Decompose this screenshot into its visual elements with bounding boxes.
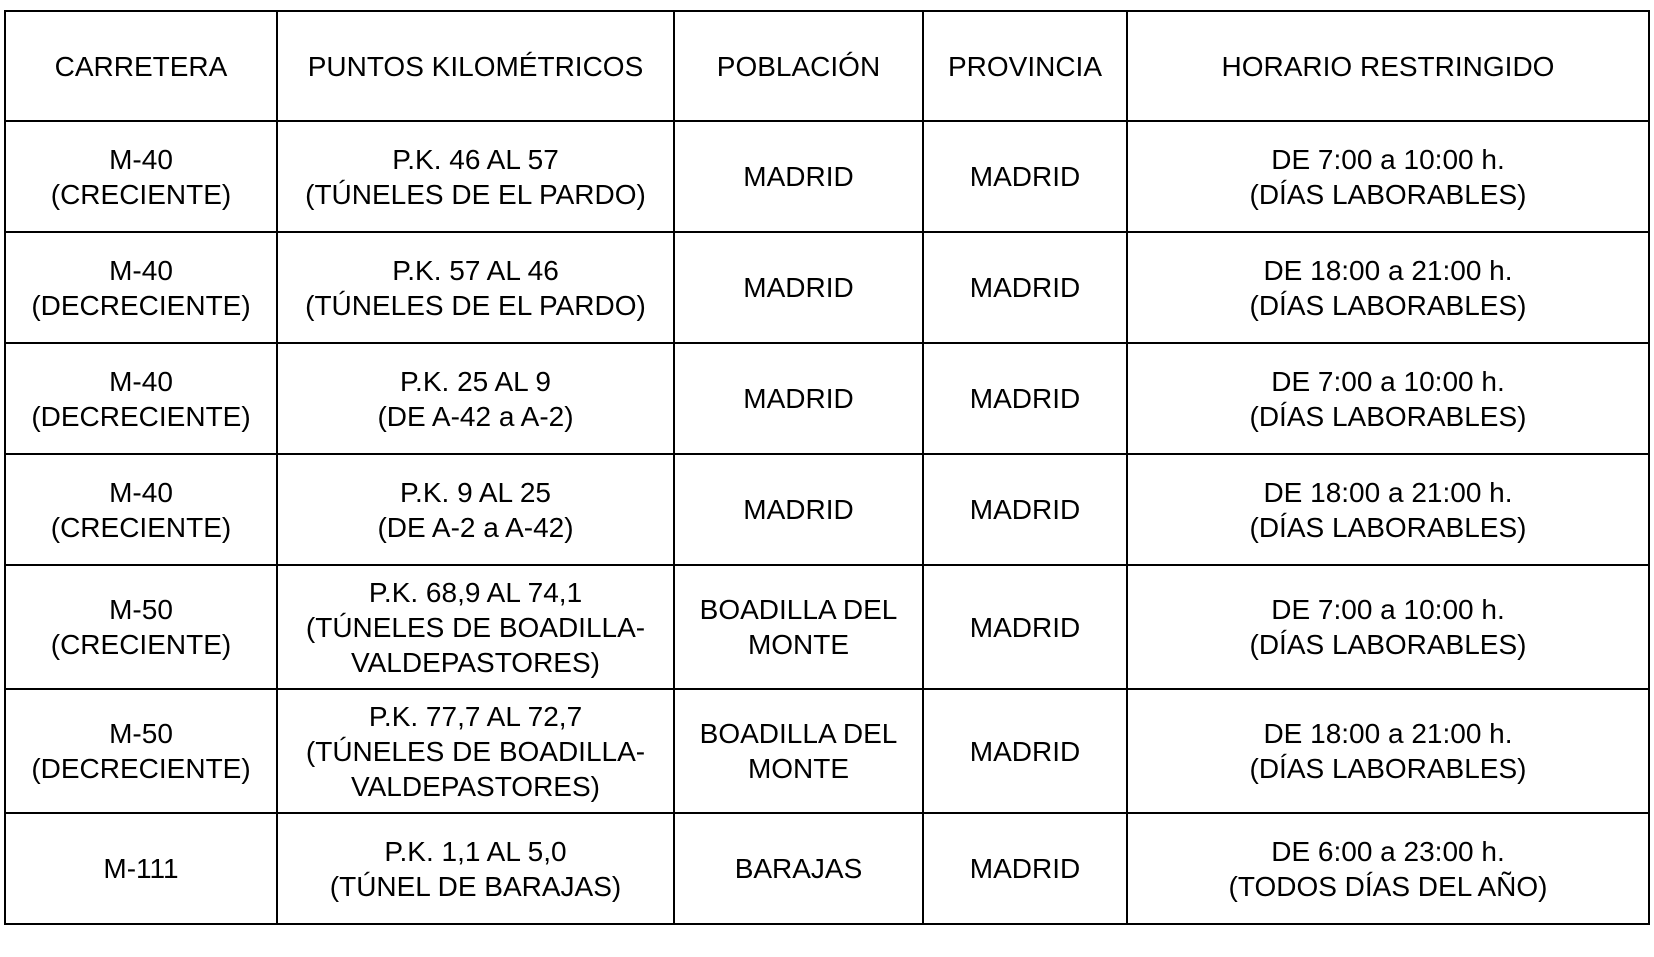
header-carretera: CARRETERA (5, 11, 277, 121)
schedule-hours: DE 18:00 a 21:00 h. (1263, 718, 1513, 749)
schedule-hours: DE 18:00 a 21:00 h. (1263, 254, 1513, 286)
cell-provincia: MADRID (923, 689, 1127, 813)
cell-carretera (5, 454, 277, 565)
cell-horario (1127, 565, 1649, 689)
schedule-days: (TODOS DÍAS DEL AÑO) (1228, 870, 1548, 902)
schedule-hours: DE 6:00 a 23:00 h. (1271, 835, 1505, 867)
cell-provincia: MADRID (923, 121, 1127, 232)
km-range: P.K. 57 AL 46 (392, 254, 559, 286)
cell-horario (1127, 121, 1649, 232)
road-direction: (CRECIENTE) (50, 511, 232, 543)
table-row (5, 813, 1649, 924)
table-row (5, 565, 1649, 689)
road-direction: (DECRECIENTE) (31, 289, 251, 321)
town-name: MADRID (743, 494, 854, 525)
cell-poblacion (674, 689, 923, 813)
town-name: BOADILLA DEL (699, 594, 898, 625)
cell-carretera (5, 343, 277, 454)
schedule-days: (DÍAS LABORABLES) (1249, 753, 1527, 784)
km-description: (TÚNELES DE BOADILLA- (305, 735, 646, 767)
cell-puntos (277, 232, 674, 343)
road-name: M-40 (109, 254, 173, 286)
cell-poblacion (674, 232, 923, 343)
town-name: BOADILLA DEL (699, 718, 898, 749)
road-name: M-40 (109, 143, 173, 175)
cell-carretera (5, 121, 277, 232)
cell-poblacion (674, 813, 923, 924)
header-provincia: PROVINCIA (923, 11, 1127, 121)
table-header-row (5, 11, 1649, 121)
cell-provincia: MADRID (923, 454, 1127, 565)
cell-provincia: MADRID (923, 813, 1127, 924)
km-description-cont: VALDEPASTORES) (351, 646, 600, 678)
header-poblacion: POBLACIÓN (674, 11, 923, 121)
km-range: P.K. 9 AL 25 (399, 476, 552, 508)
restricted-schedule-table (4, 10, 1650, 925)
cell-carretera (5, 232, 277, 343)
cell-poblacion (674, 343, 923, 454)
cell-horario (1127, 813, 1649, 924)
town-name: BARAJAS (734, 853, 863, 884)
schedule-hours: DE 7:00 a 10:00 h. (1271, 594, 1505, 625)
cell-carretera (5, 813, 277, 924)
cell-puntos (277, 121, 674, 232)
table-row (5, 232, 1649, 343)
table-row (5, 343, 1649, 454)
header-horario-restringido: HORARIO RESTRINGIDO (1127, 11, 1649, 121)
road-direction: (DECRECIENTE) (31, 753, 251, 784)
town-name: MADRID (743, 161, 854, 192)
cell-horario (1127, 343, 1649, 454)
km-description: (TÚNELES DE EL PARDO) (305, 178, 646, 210)
road-name: M-40 (109, 365, 173, 397)
km-range: P.K. 1,1 AL 5,0 (384, 835, 567, 867)
restricted-schedule-table-container (4, 10, 1648, 925)
town-name-cont: MONTE (747, 753, 850, 784)
km-description: (TÚNELES DE BOADILLA- (305, 611, 646, 643)
cell-horario (1127, 689, 1649, 813)
cell-puntos (277, 454, 674, 565)
road-direction: (CRECIENTE) (50, 178, 232, 210)
road-name: M-111 (103, 853, 179, 884)
schedule-hours: DE 18:00 a 21:00 h. (1263, 476, 1513, 508)
cell-poblacion (674, 121, 923, 232)
schedule-days: (DÍAS LABORABLES) (1249, 629, 1527, 660)
road-name: M-50 (109, 594, 173, 625)
cell-puntos (277, 689, 674, 813)
road-name: M-50 (109, 718, 173, 749)
cell-provincia: MADRID (923, 232, 1127, 343)
schedule-days: (DÍAS LABORABLES) (1249, 400, 1527, 432)
schedule-days: (DÍAS LABORABLES) (1249, 289, 1527, 321)
cell-poblacion (674, 454, 923, 565)
km-description: (TÚNEL DE BARAJAS) (329, 870, 622, 902)
table-row (5, 121, 1649, 232)
cell-provincia: MADRID (923, 343, 1127, 454)
cell-horario (1127, 232, 1649, 343)
cell-provincia: MADRID (923, 565, 1127, 689)
cell-carretera (5, 689, 277, 813)
road-name: M-40 (109, 476, 173, 508)
cell-puntos (277, 813, 674, 924)
cell-horario (1127, 454, 1649, 565)
schedule-days: (DÍAS LABORABLES) (1249, 178, 1527, 210)
km-description: (DE A-2 a A-42) (377, 511, 574, 543)
header-puntos-kilometricos: PUNTOS KILOMÉTRICOS (277, 11, 674, 121)
schedule-hours: DE 7:00 a 10:00 h. (1271, 365, 1505, 397)
road-direction: (DECRECIENTE) (31, 400, 251, 432)
town-name: MADRID (743, 383, 854, 414)
km-description: (TÚNELES DE EL PARDO) (305, 289, 646, 321)
schedule-days: (DÍAS LABORABLES) (1249, 511, 1527, 543)
town-name: MADRID (743, 272, 854, 303)
cell-carretera (5, 565, 277, 689)
town-name-cont: MONTE (747, 629, 850, 660)
km-description-cont: VALDEPASTORES) (351, 770, 600, 802)
km-range: P.K. 77,7 AL 72,7 (368, 700, 583, 732)
km-range: P.K. 68,9 AL 74,1 (368, 576, 583, 608)
cell-poblacion (674, 565, 923, 689)
table-row (5, 689, 1649, 813)
km-range: P.K. 25 AL 9 (399, 365, 552, 397)
km-description: (DE A-42 a A-2) (377, 400, 574, 432)
schedule-hours: DE 7:00 a 10:00 h. (1271, 143, 1505, 175)
cell-puntos (277, 565, 674, 689)
cell-puntos (277, 343, 674, 454)
road-direction: (CRECIENTE) (50, 629, 232, 660)
km-range: P.K. 46 AL 57 (392, 143, 559, 175)
table-row (5, 454, 1649, 565)
